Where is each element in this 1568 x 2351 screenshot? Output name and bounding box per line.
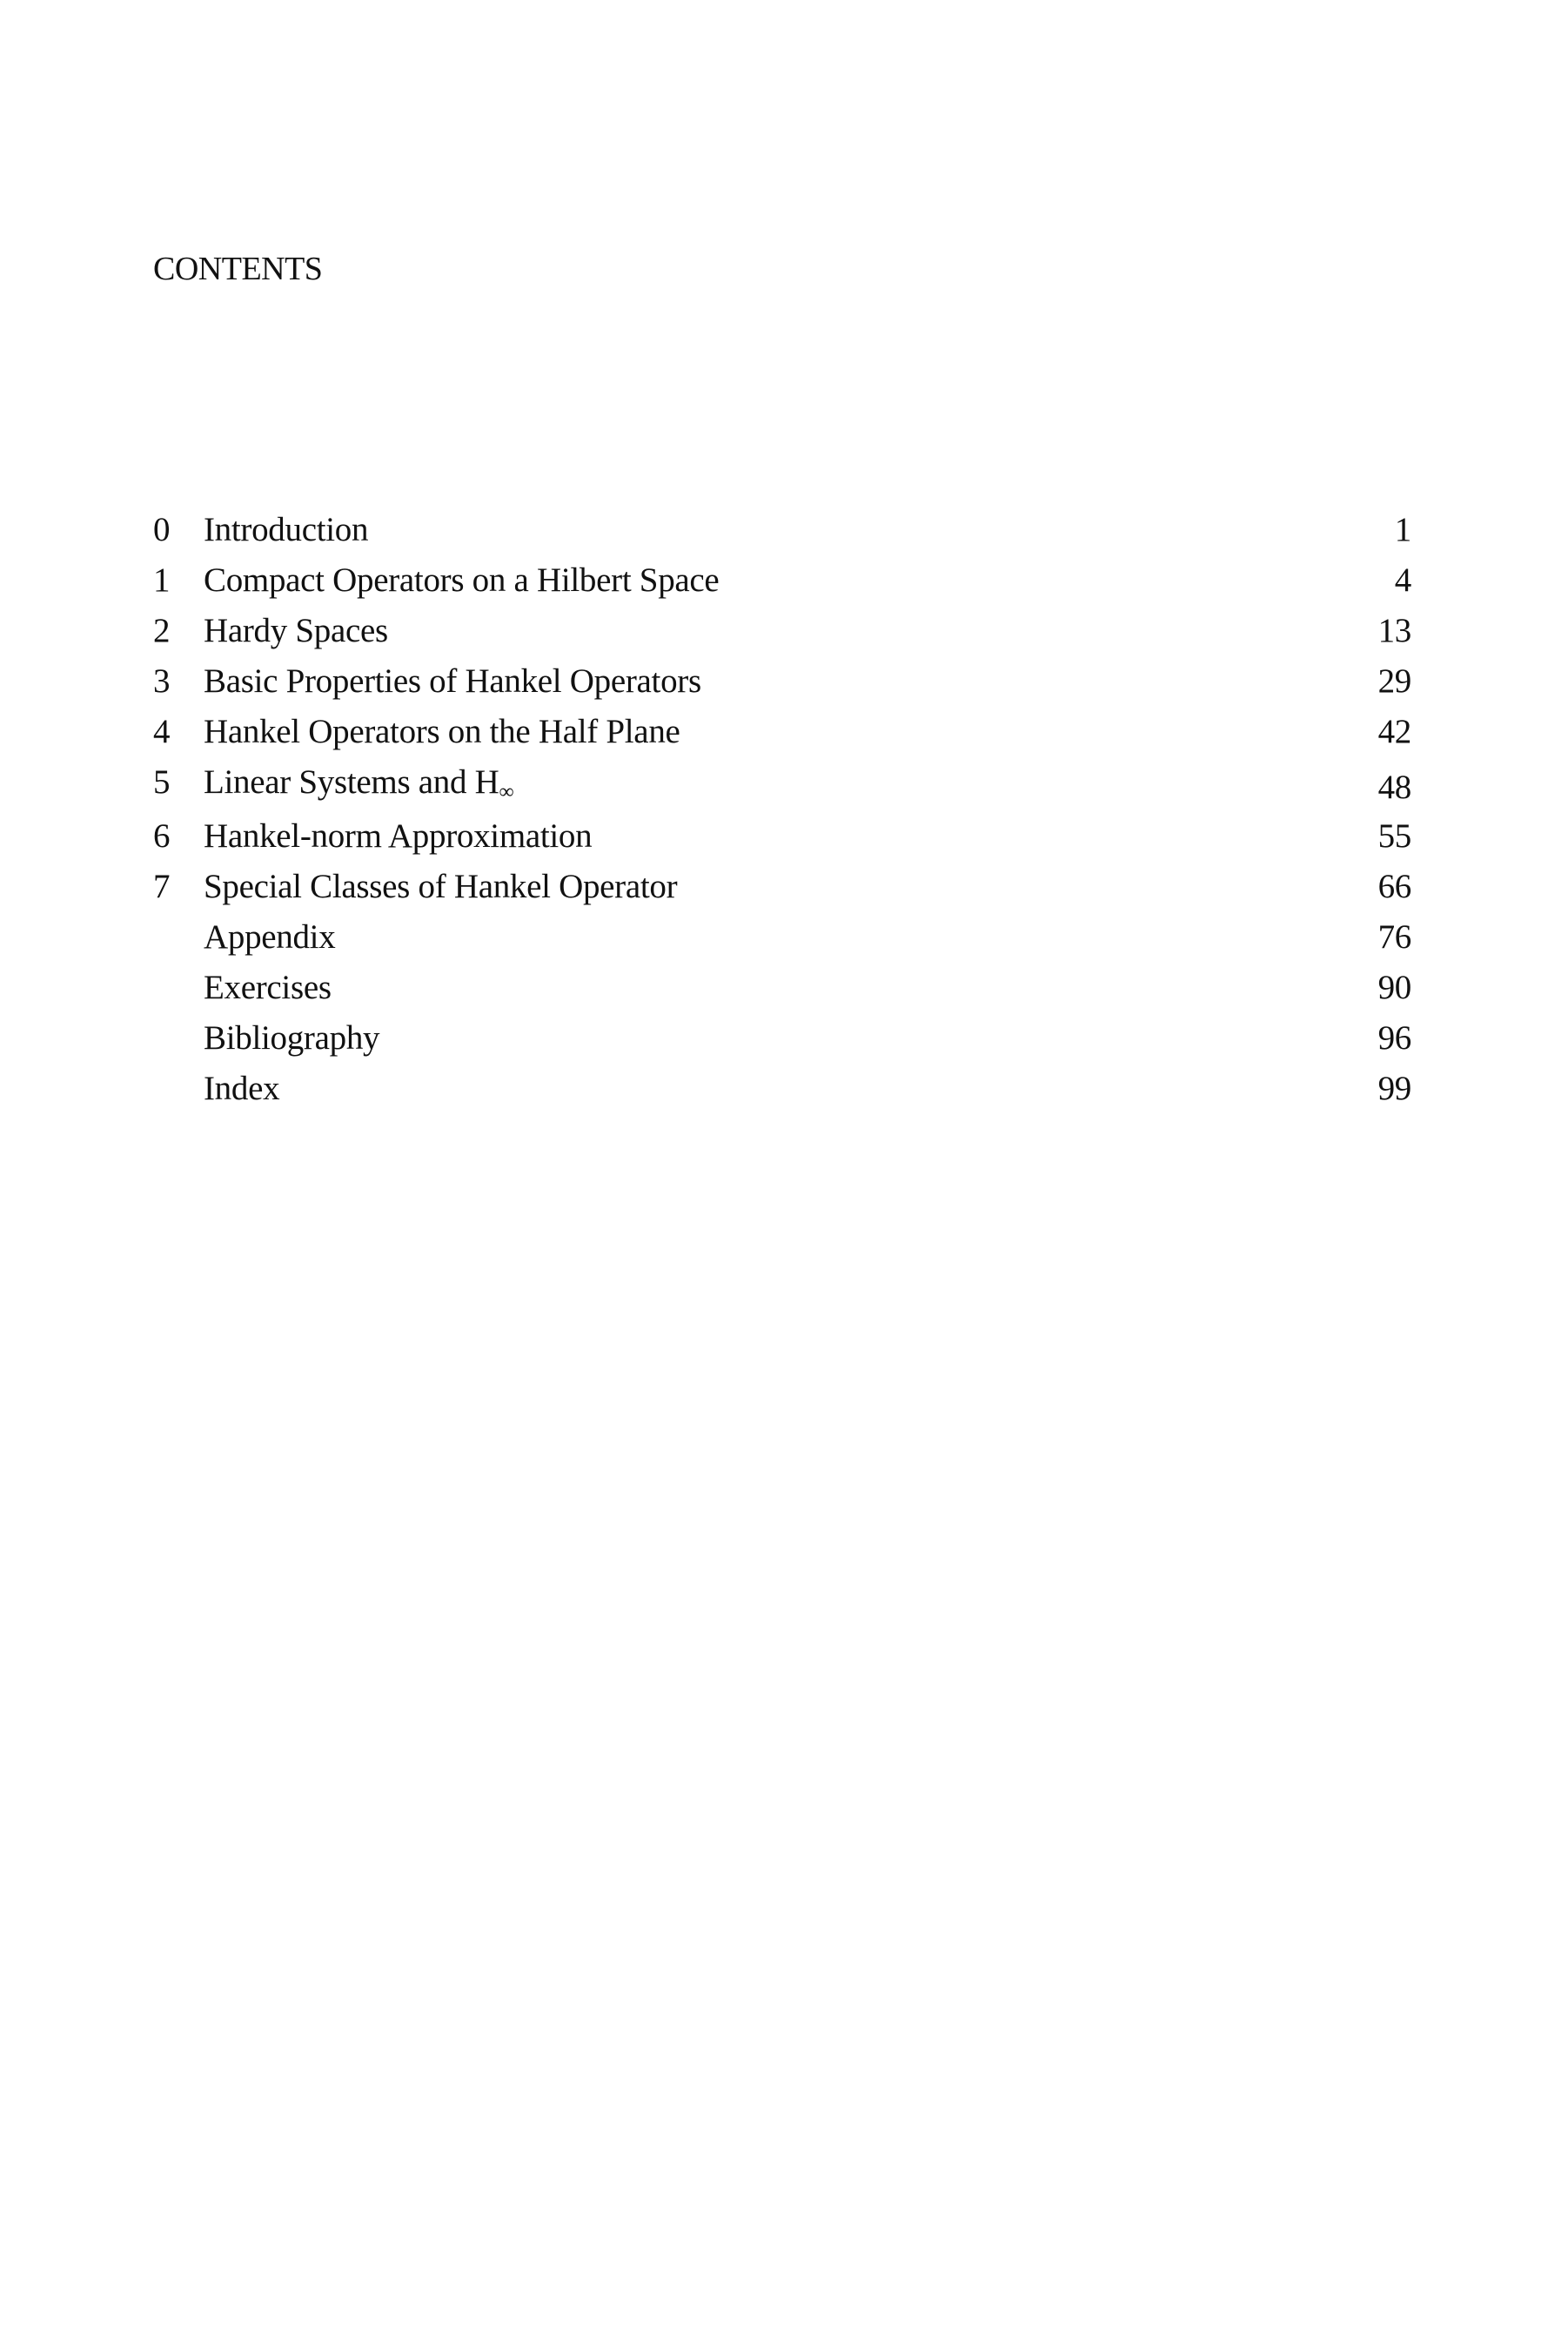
page-number: 42 [1377,713,1411,750]
page-number: 96 [1377,1019,1411,1057]
chapter-number: 7 [153,868,171,905]
chapter-title: Hankel Operators on the Half Plane [204,713,680,750]
toc-entry [153,963,1411,1013]
chapter-title: Linear Systems and $H_\infty$ [204,763,514,803]
page-number: 4 [1394,561,1411,599]
infinity-subscript: ∞ [499,781,514,803]
chapter-number: 2 [153,612,171,649]
toc-entry [153,1013,1411,1064]
chapter-title: Basic Properties of Hankel Operators [204,662,701,700]
toc-entry [153,1064,1411,1114]
page-number: 48 [1377,769,1411,806]
chapter-title: Hankel-norm Approximation [204,817,593,855]
section-title: Appendix [204,918,336,956]
toc-entry [153,912,1411,963]
toc-entry [153,757,1411,811]
toc-entry [153,606,1411,656]
toc-entry [153,555,1411,606]
toc-entry [153,862,1411,912]
toc-entry [153,656,1411,707]
page-number: 29 [1377,662,1411,700]
chapter-number: 1 [153,561,171,599]
page-number: 99 [1377,1070,1411,1107]
page-number: 76 [1377,918,1411,956]
section-title: Index [204,1070,280,1107]
chapter-number: 3 [153,662,171,700]
chapter-number: 0 [153,511,171,548]
page-number: 1 [1394,511,1411,548]
section-title: Exercises [204,969,332,1006]
chapter-title: Hardy Spaces [204,612,388,649]
table-of-contents [153,505,1411,1114]
toc-entry [153,505,1411,555]
page-number: 66 [1377,868,1411,905]
section-title: Bibliography [204,1019,380,1057]
contents-heading: CONTENTS [153,251,323,287]
page-number: 55 [1377,817,1411,855]
page-number: 90 [1377,969,1411,1006]
page-number: 13 [1377,612,1411,649]
chapter-title: Introduction [204,511,369,548]
toc-entry [153,811,1411,862]
chapter-number: 6 [153,817,171,855]
chapter-title: Special Classes of Hankel Operator [204,868,678,905]
chapter-number: 4 [153,713,171,750]
chapter-title: Compact Operators on a Hilbert Space [204,561,720,599]
toc-entry [153,707,1411,757]
chapter-number: 5 [153,763,171,801]
